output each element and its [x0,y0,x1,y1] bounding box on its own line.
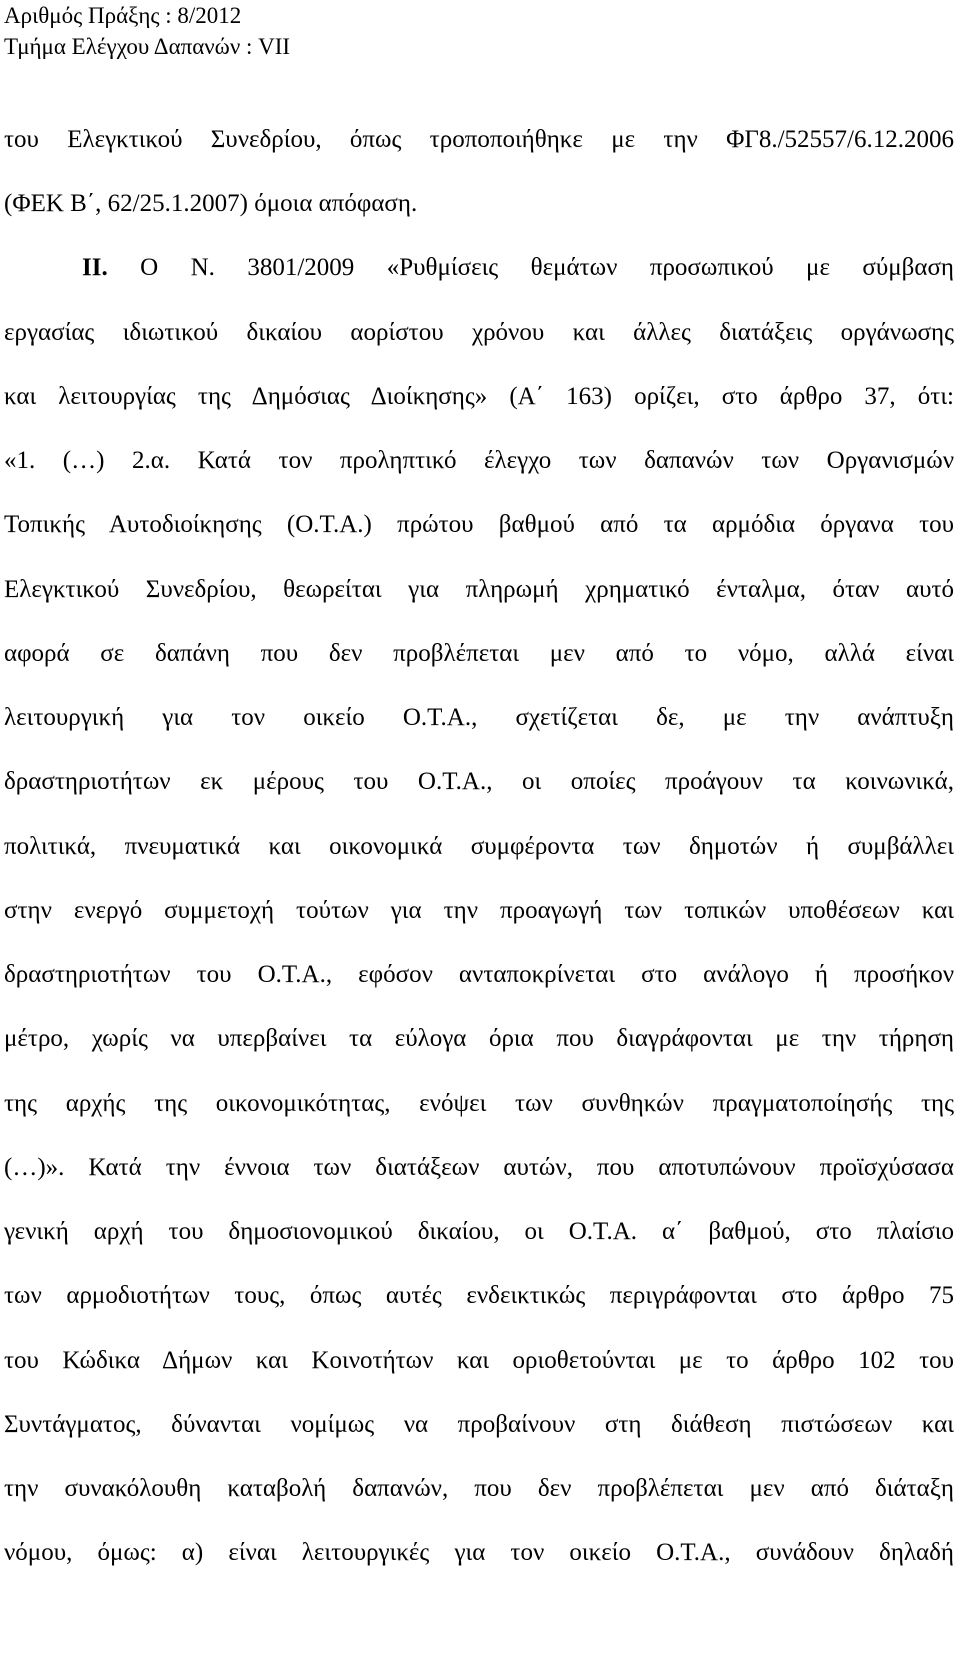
body-line: μέτρο, χωρίς να υπερβαίνει τα εύλογα όρια που διαγράφονται με την τήρηση [4,1025,954,1052]
body-line: νόμου, όμως: α) είναι λειτουργικές για τον οικείο Ο.Τ.Α., συνάδουν δηλαδή [4,1539,954,1566]
body-line: του Ελεγκτικού Συνεδρίου, όπως τροποποιήθηκε με την ΦΓ8./52557/6.12.2006 [4,126,954,153]
section-ii-text: Ο Ν. 3801/2009 «Ρυθμίσεις θεμάτων προσωπικού με σύμβαση [140,254,954,281]
section-ii-line [82,253,954,283]
body-line: εργασίας ιδιωτικού δικαίου αορίστου χρόνου και άλλες διατάξεις οργάνωσης [4,319,954,346]
body-line: «1. (…) 2.α. Κατά τον προληπτικό έλεγχο των δαπανών των Οργανισμών [4,447,954,474]
body-line: Τοπικής Αυτοδιοίκησης (Ο.Τ.Α.) πρώτου βαθμού από τα αρμόδια όργανα του [4,511,954,538]
body-line: γενική αρχή του δημοσιονομικού δικαίου, οι Ο.Τ.Α. α΄ βαθμού, στο πλαίσιο [4,1218,954,1245]
body-line: του Κώδικα Δήμων και Κοινοτήτων και οριοθετούνται με το άρθρο 102 του [4,1347,954,1374]
body-line: την συνακόλουθη καταβολή δαπανών, που δεν προβλέπεται μεν από διάταξη [4,1475,954,1502]
department-label: Τμήμα Ελέγχου Δαπανών : VII [4,34,291,59]
body-line: δραστηριοτήτων εκ μέρους του Ο.Τ.Α., οι οποίες προάγουν τα κοινωνικά, [4,768,954,795]
section-ii-number: ΙΙ. [82,254,108,281]
body-line: (…)». Κατά την έννοια των διατάξεων αυτών, που αποτυπώνουν προϊσχύσασα [4,1154,954,1181]
body-line: δραστηριοτήτων του Ο.Τ.Α., εφόσον ανταποκρίνεται στο ανάλογο ή προσήκον [4,961,954,988]
body-line: Συντάγματος, δύνανται νομίμως να προβαίνουν στη διάθεση πιστώσεων και [4,1411,954,1438]
body-line: αφορά σε δαπάνη που δεν προβλέπεται μεν από το νόμο, αλλά είναι [4,640,954,667]
body-line: των αρμοδιοτήτων τους, όπως αυτές ενδεικτικώς περιγράφονται στο άρθρο 75 [4,1282,954,1309]
body-line: και λειτουργίας της Δημόσιας Διοίκησης» (Α΄ 163) ορίζει, στο άρθρο 37, ότι: [4,383,954,410]
body-line: της αρχής της οικονομικότητας, ενόψει των συνθηκών πραγματοποίησής της [4,1090,954,1117]
case-number: Αριθμός Πράξης : 8/2012 [4,3,242,28]
body-line: (ΦΕΚ Β΄, 62/25.1.2007) όμοια απόφαση. [4,190,418,217]
body-line: λειτουργική για τον οικείο Ο.Τ.Α., σχετίζεται δε, με την ανάπτυξη [4,704,954,731]
body-line: πολιτικά, πνευματικά και οικονομικά συμφέροντα των δημοτών ή συμβάλλει [4,833,954,860]
body-line: στην ενεργό συμμετοχή τούτων για την προαγωγή των τοπικών υποθέσεων και [4,897,954,924]
body-line: Ελεγκτικού Συνεδρίου, θεωρείται για πληρωμή χρηματικό ένταλμα, όταν αυτό [4,576,954,603]
